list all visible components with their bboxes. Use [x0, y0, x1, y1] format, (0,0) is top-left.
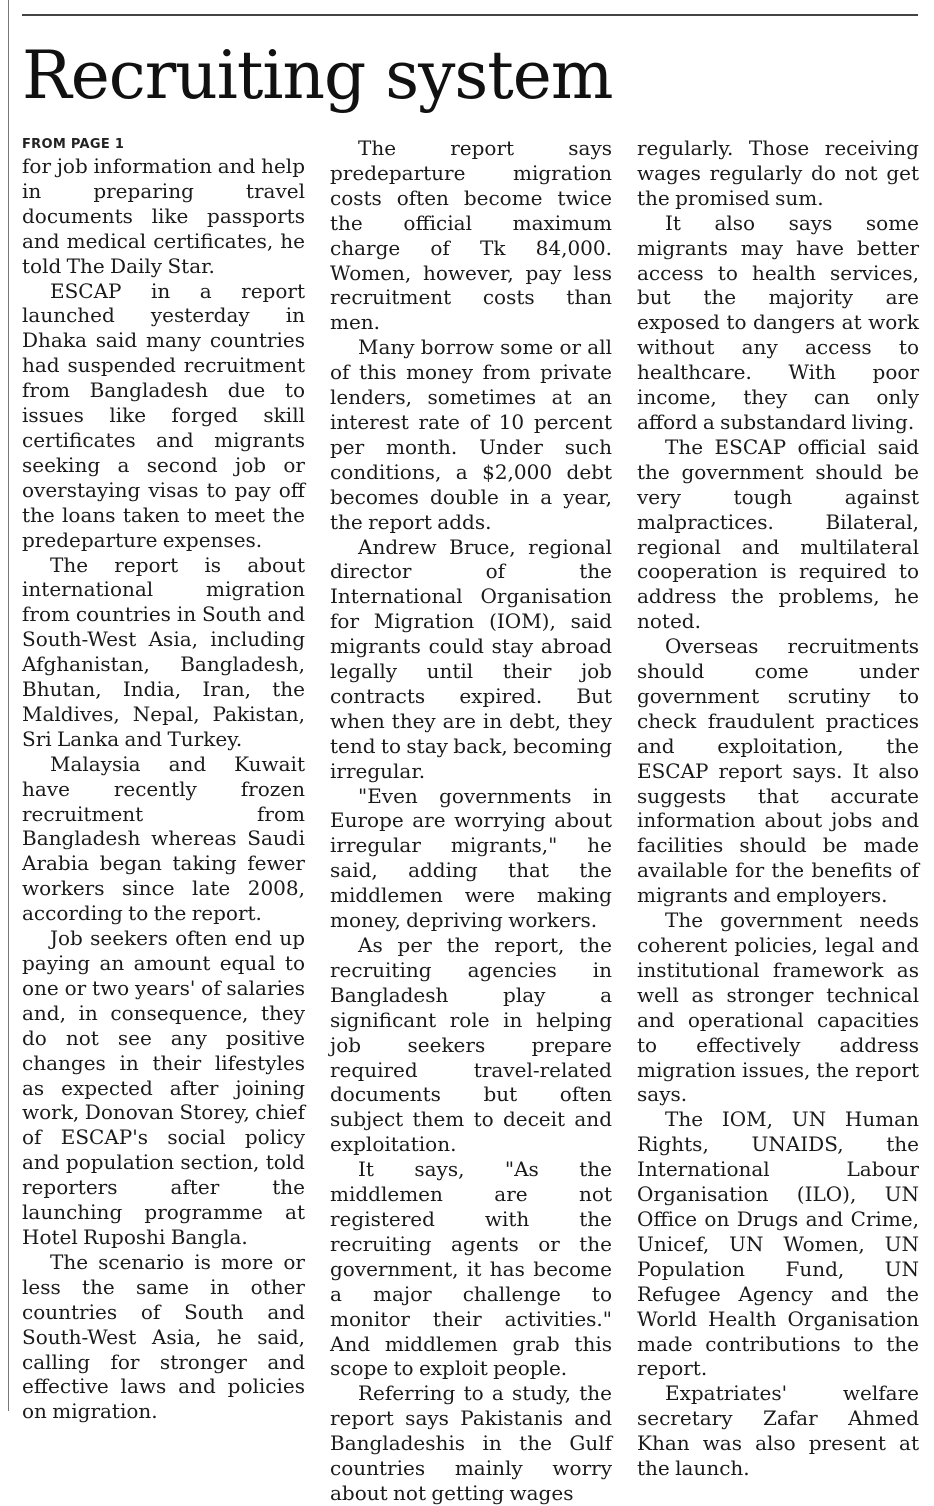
- article-column-1: [22, 136, 305, 1424]
- paragraph: Overseas recruitments should come under government scrutiny to check fraudulent practices and exploitation, the ESCAP report says. It also suggests that accurate information about jobs and facilities should be made available for the benefits of migrants and employers.: [637, 634, 919, 908]
- paragraph: Many borrow some or all of this money from private lenders, sometimes at an interest rate of 10 percent per month. Under such conditions, a $2,000 debt becomes double in a year, the report adds.: [330, 335, 612, 534]
- headline: Recruiting system: [22, 37, 613, 114]
- paragraph: The report is about international migration from countries in South and South-West Asia, including Afghanistan, Bangladesh, Bhutan, India, Iran, the Maldives, Nepal, Pakistan, Sri Lanka and Turkey.: [22, 552, 305, 751]
- kicker: FROM PAGE 1: [22, 137, 125, 152]
- paragraph: The scenario is more or less the same in other countries of South and South-West Asia, he said, calling for stronger and effective laws and policies on migration.: [22, 1249, 305, 1424]
- paragraph: ESCAP in a report launched yesterday in Dhaka said many countries had suspended recruitment from Bangladesh due to issues like forged skill certificates and migrants seeking a second job or overstaying visas to pay off the loans taken to meet the predeparture expenses.: [22, 278, 305, 552]
- paragraph: Malaysia and Kuwait have recently frozen recruitment from Bangladesh whereas Saudi Arabia began taking fewer workers since late 2008, according to the report.: [22, 751, 305, 926]
- paragraph: Job seekers often end up paying an amount equal to one or two years' of salaries and, in consequence, they do not see any positive changes in their lifestyles as expected after joining work, Donovan Storey, chief of ESCAP's social policy and population section, told reporters after the launching programme at Hotel Ruposhi Bangla.: [22, 926, 305, 1249]
- paragraph: The government needs coherent policies, legal and institutional framework as well as stronger technical and operational capacities to effectively address migration issues, the report says.: [637, 908, 919, 1107]
- article-column-2: [330, 136, 612, 1506]
- paragraph: "Even governments in Europe are worrying about irregular migrants," he said, adding that the middlemen were making money, depriving workers.: [330, 783, 612, 933]
- article-column-3: [637, 136, 919, 1481]
- page-edge-rule: [8, 0, 9, 1411]
- paragraph: The ESCAP official said the government should be very tough against malpractices. Bilateral, regional and multilateral cooperation is required to address the problems, he noted.: [637, 434, 919, 634]
- paragraph: As per the report, the recruiting agencies in Bangladesh play a significant role in helping job seekers prepare required travel-related documents but often subject them to deceit and exploitation.: [330, 933, 612, 1157]
- paragraph: Andrew Bruce, regional director of the International Organisation for Migration (IOM), said migrants could stay abroad legally until their job contracts expired. But when they are in debt, they tend to stay back, becoming irregular.: [330, 534, 612, 783]
- paragraph: It also says some migrants may have better access to health services, but the majority are exposed to dangers at work without any access to healthcare. With poor income, they can only afford a substandard living.: [637, 210, 919, 434]
- paragraph: Expatriates' welfare secretary Zafar Ahmed Khan was also present at the launch.: [637, 1381, 919, 1481]
- paragraph: regularly. Those receiving wages regularly do not get the promised sum.: [637, 136, 919, 210]
- paragraph: It says, "As the middlemen are not registered with the recruiting agents or the government, it has become a major challenge to monitor their activities." And middlemen grab this scope to exploit people.: [330, 1157, 612, 1381]
- top-divider: [22, 14, 918, 16]
- paragraph: for job information and help in preparing travel documents like passports and medical certificates, he told The Daily Star.: [22, 154, 305, 278]
- paragraph: The report says predeparture migration costs often become twice the official maximum charge of Tk 84,000. Women, however, pay less recruitment costs than men.: [330, 136, 612, 335]
- paragraph: The IOM, UN Human Rights, UNAIDS, the International Labour Organisation (ILO), UN Office on Drugs and Crime, Unicef, UN Women, UN Population Fund, UN Refugee Agency and the World Health Organisation made contributions to the report.: [637, 1107, 919, 1381]
- paragraph: Referring to a study, the report says Pakistanis and Bangladeshis in the Gulf countries mainly worry about not getting wages: [330, 1381, 612, 1505]
